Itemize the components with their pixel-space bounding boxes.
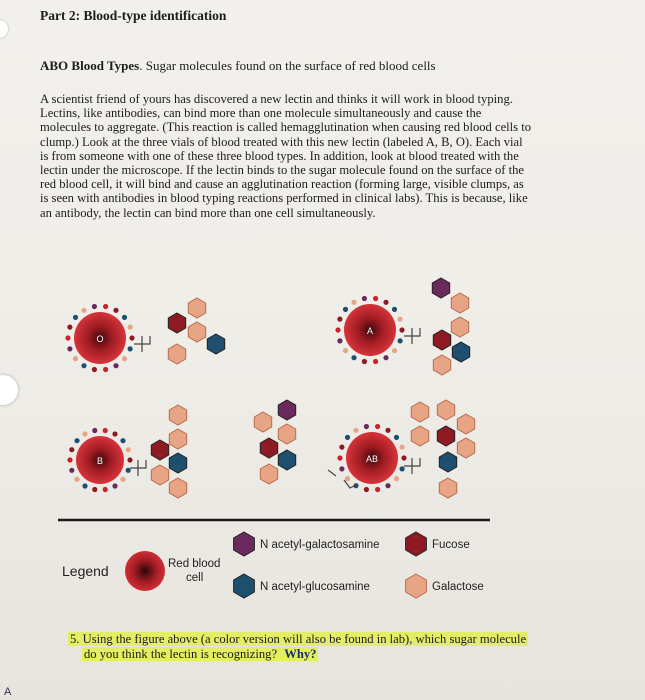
cell-surface-marker — [103, 304, 108, 309]
cell-surface-marker — [398, 338, 403, 343]
paragraph-line: red blood cell, it will bind and cause an agglutination reaction (forming large, visible clumps, as — [40, 177, 524, 192]
cell-surface-marker — [345, 435, 350, 440]
hexagon-icon — [260, 438, 277, 458]
lectin-linker — [404, 458, 420, 474]
cell-surface-marker — [375, 487, 380, 492]
red-blood-cell-icon — [125, 551, 165, 591]
cell-surface-marker — [339, 445, 344, 450]
page-hole-icon — [0, 20, 8, 38]
cell-surface-marker — [120, 477, 125, 482]
cell-surface-marker — [398, 317, 403, 322]
hexagon-icon — [439, 452, 456, 472]
cell-surface-marker — [394, 435, 399, 440]
cell-surface-marker — [362, 296, 367, 301]
paragraph-line: is from someone with one of these three blood types. In addition, look at blood treated with the — [40, 148, 519, 163]
cell-surface-marker — [92, 367, 97, 372]
legend-glcnac-label: N acetyl-glucosamine — [260, 581, 370, 593]
cell-surface-marker — [337, 455, 342, 460]
cell-surface-marker — [392, 307, 397, 312]
cell-a-label: A — [366, 326, 374, 336]
cell-surface-marker — [74, 477, 79, 482]
question-line — [68, 647, 608, 662]
legend-rbc-line2: cell — [186, 572, 204, 584]
cell-surface-marker — [400, 445, 405, 450]
hexagon-icon — [254, 412, 271, 432]
intro-rest: . Sugar molecules found on the surface of red blood cells — [139, 58, 436, 73]
hexagon-icon — [169, 453, 186, 473]
question-line2: do you think the lectin is recognizing? — [84, 647, 281, 661]
lectin-linker — [134, 336, 150, 352]
cell-surface-marker — [399, 327, 404, 332]
hexagon-icon — [169, 405, 186, 425]
hexagon-icon — [437, 426, 454, 446]
paragraph-line: A scientist friend of yours has discovered a new lectin and thinks it will work in blood typing. — [40, 92, 513, 106]
hexagon-icon — [278, 400, 295, 420]
hexagon-icon — [168, 344, 185, 364]
sugar-chains — [151, 278, 474, 498]
cell-surface-marker — [69, 468, 74, 473]
cell-surface-marker — [339, 466, 344, 471]
cell-surface-marker — [127, 457, 132, 462]
cell-surface-marker — [103, 428, 108, 433]
paragraph-line: clump.) Look at the three vials of blood treated with this new lectin (labeled A, B, O). Each vial — [40, 134, 523, 149]
cell-surface-marker — [120, 438, 125, 443]
cell-surface-marker — [92, 487, 97, 492]
cell-surface-marker — [345, 476, 350, 481]
cell-surface-marker — [81, 308, 86, 313]
question-why: Why? — [284, 647, 317, 661]
cell-ab-label: AB — [365, 454, 379, 464]
cell-surface-marker — [362, 359, 367, 364]
hexagon-icon — [411, 426, 428, 446]
cell-surface-marker — [92, 428, 97, 433]
cell-surface-marker — [128, 346, 133, 351]
intro-bold: ABO Blood Types — [40, 58, 140, 73]
cell-surface-marker — [383, 300, 388, 305]
question-line — [68, 632, 608, 647]
hexagon-icon — [457, 438, 474, 458]
cell-surface-marker — [103, 367, 108, 372]
hexagon-icon — [168, 313, 185, 333]
hexagon-icon — [439, 478, 456, 498]
cell-surface-marker — [74, 438, 79, 443]
cell-surface-marker — [112, 431, 117, 436]
hexagon-icon — [411, 402, 428, 422]
cell-surface-marker — [373, 296, 378, 301]
cell-surface-marker — [65, 335, 70, 340]
hexagon-icon — [188, 298, 205, 318]
cell-surface-marker — [73, 315, 78, 320]
legend-galnac-label: N acetyl-galactosamine — [260, 539, 380, 551]
paragraph-line: is seen with antibodies in blood typing reactions performed in clinical labs). This is because, like — [40, 191, 528, 206]
hexagon-icon — [457, 414, 474, 434]
cell-surface-marker — [113, 308, 118, 313]
cell-surface-marker — [113, 363, 118, 368]
hexagon-icon — [432, 278, 449, 298]
cell-surface-marker — [343, 348, 348, 353]
cell-surface-marker — [383, 355, 388, 360]
cell-surface-marker — [343, 307, 348, 312]
question-5 — [68, 632, 608, 662]
lectin-linker — [404, 328, 420, 344]
cell-surface-marker — [112, 483, 117, 488]
cell-surface-marker — [375, 424, 380, 429]
cell-surface-marker — [67, 325, 72, 330]
cell-surface-marker — [364, 424, 369, 429]
instructions-paragraph — [40, 92, 605, 220]
paragraph-line: molecules to aggregate. (This reaction is called hemagglutination when causing red blood cells to — [40, 120, 532, 135]
paragraph-line: lectin under the microscope. If the lectin binds to the sugar molecule found on the surface of the — [40, 163, 524, 178]
page-heading: Part 2: Blood-type identification — [40, 8, 227, 23]
intro-line — [40, 58, 436, 74]
cell-surface-marker — [351, 355, 356, 360]
hexagon-icon — [207, 334, 224, 354]
hexagon-icon — [406, 532, 427, 556]
hexagon-icon — [234, 532, 255, 556]
hexagon-icon — [234, 574, 255, 598]
cell-surface-marker — [67, 346, 72, 351]
hexagon-icon — [169, 478, 186, 498]
cell-surface-marker — [128, 325, 133, 330]
hexagon-icon — [260, 464, 277, 484]
cell-surface-marker — [373, 359, 378, 364]
cell-surface-marker — [69, 447, 74, 452]
cell-surface-marker — [401, 455, 406, 460]
cell-surface-marker — [129, 335, 134, 340]
hexagon-icon — [451, 293, 468, 313]
cell-surface-marker — [335, 327, 340, 332]
cell-surface-marker — [394, 476, 399, 481]
hexagon-icon — [151, 440, 168, 460]
cell-surface-marker — [364, 487, 369, 492]
cell-b-group — [67, 428, 146, 492]
cell-o-label: O — [96, 334, 104, 344]
legend-rbc-line1: Red blood — [168, 558, 221, 570]
corner-mark: A — [4, 686, 12, 698]
cell-surface-marker — [126, 447, 131, 452]
hexagon-icon — [433, 330, 450, 350]
hexagon-icon — [452, 342, 469, 362]
cell-surface-marker — [122, 315, 127, 320]
cell-surface-marker — [337, 317, 342, 322]
cell-surface-marker — [82, 431, 87, 436]
hexagon-icon — [406, 574, 427, 598]
question-line1: 5. Using the figure above (a color version will also be found in lab), which sugar molecule — [70, 632, 527, 646]
cell-o-group — [65, 304, 150, 372]
cell-surface-marker — [92, 304, 97, 309]
hexagon-icon — [278, 424, 295, 444]
cell-surface-marker — [353, 428, 358, 433]
cell-surface-marker — [351, 300, 356, 305]
hexagon-icon — [437, 400, 454, 420]
cell-surface-marker — [385, 428, 390, 433]
hexagon-icon — [188, 322, 205, 342]
legend-fucose-label: Fucose — [432, 539, 470, 551]
legend-title: Legend — [62, 563, 109, 579]
cell-ab-group — [328, 424, 420, 492]
legend-galactose-label: Galactose — [432, 581, 484, 593]
cell-surface-marker — [73, 356, 78, 361]
cell-surface-marker — [122, 356, 127, 361]
cell-surface-marker — [103, 487, 108, 492]
hexagon-icon — [169, 429, 186, 449]
cell-a-group — [335, 296, 420, 364]
hexagon-icon — [433, 355, 450, 375]
cell-surface-marker — [385, 483, 390, 488]
cell-surface-marker — [337, 338, 342, 343]
cell-surface-marker — [400, 466, 405, 471]
cell-surface-marker — [82, 483, 87, 488]
blood-type-figure — [0, 270, 645, 600]
hexagon-icon — [278, 450, 295, 470]
hexagon-icon — [151, 465, 168, 485]
paragraph-line: Lectins, like antibodies, can bind more than one molecule simultaneously and cause the — [40, 106, 482, 121]
cell-b-label: B — [96, 456, 104, 466]
cell-surface-marker — [81, 363, 86, 368]
cell-surface-marker — [392, 348, 397, 353]
cell-surface-marker — [67, 457, 72, 462]
paragraph-line: an antibody, the lectin can bind more than one cell simultaneously. — [40, 205, 376, 220]
lectin-linker — [130, 460, 146, 476]
hexagon-icon — [451, 317, 468, 337]
